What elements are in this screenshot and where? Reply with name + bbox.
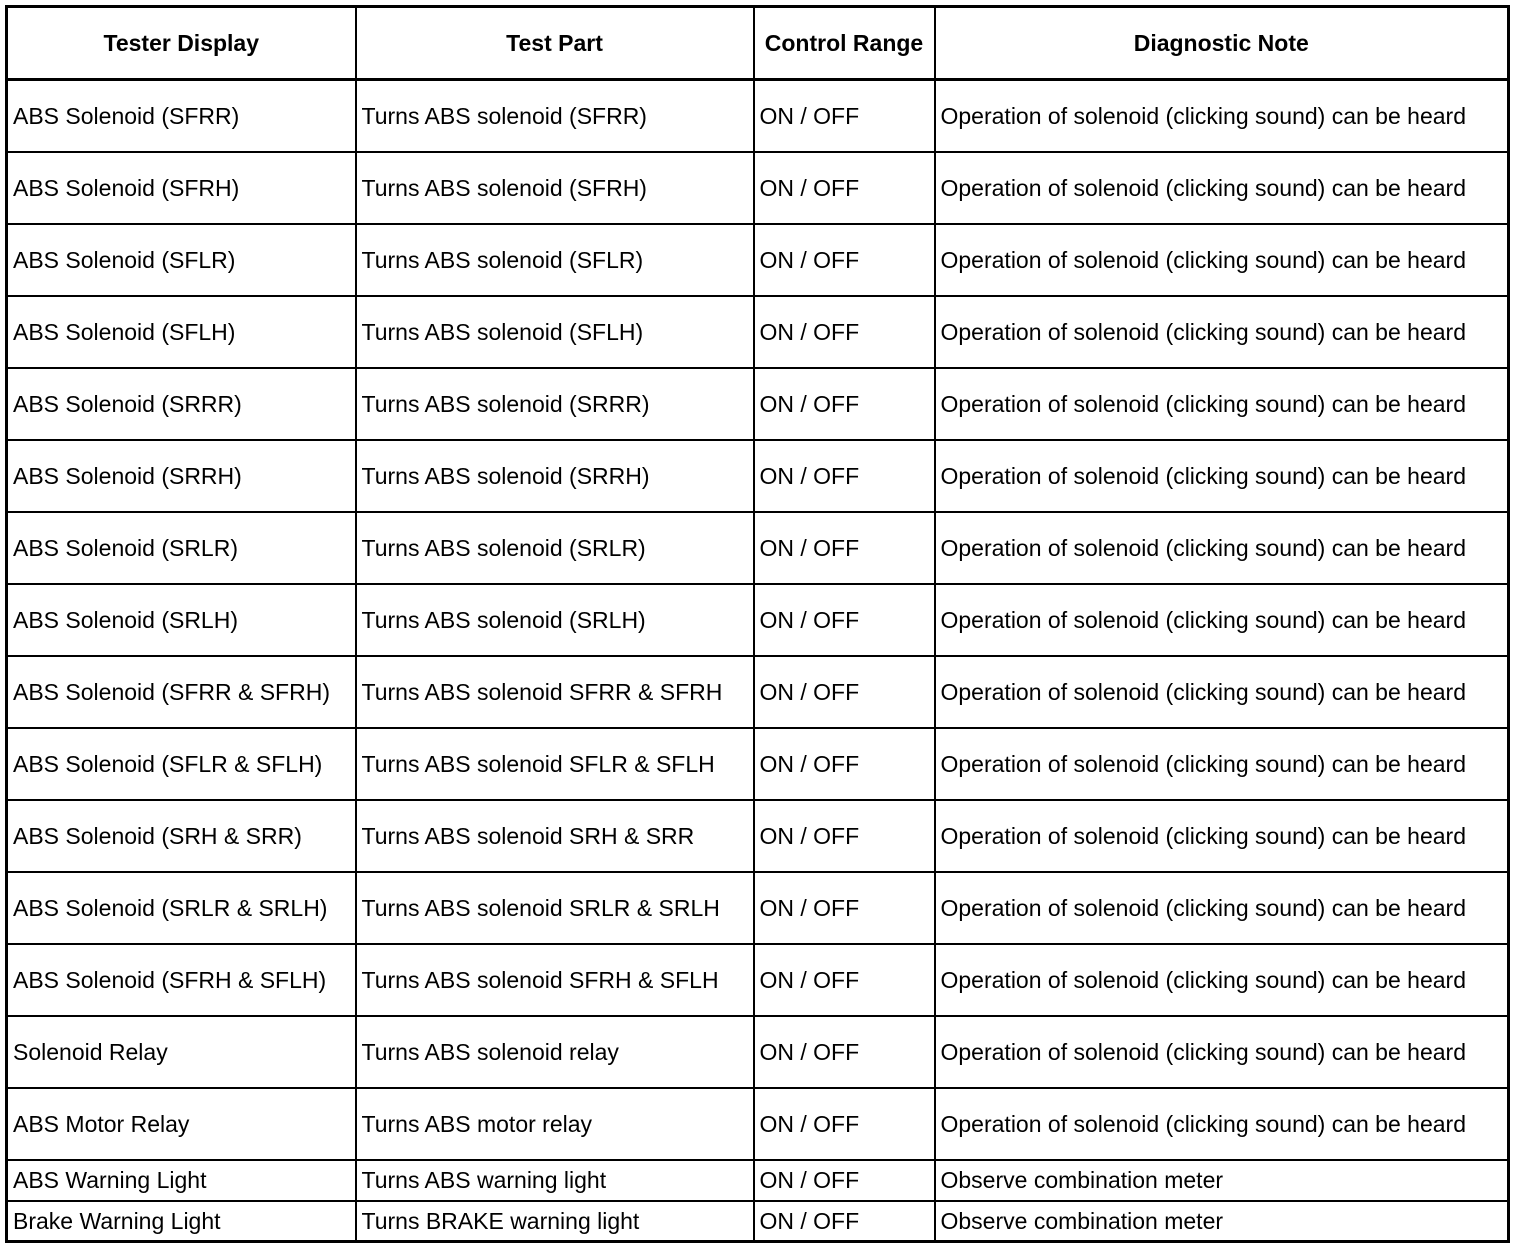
tester-display-cell: ABS Solenoid (SFRH) [7, 152, 356, 224]
control-range-cell: ON / OFF [754, 512, 935, 584]
control-range-cell: ON / OFF [754, 152, 935, 224]
table-row [7, 1088, 1509, 1160]
diagnostic-note-cell: Operation of solenoid (clicking sound) can be heard [935, 728, 1509, 800]
control-range-cell: ON / OFF [754, 1016, 935, 1088]
header-test-part: Test Part [356, 7, 754, 80]
active-test-table [5, 5, 1510, 1243]
diagnostic-note-cell: Operation of solenoid (clicking sound) can be heard [935, 800, 1509, 872]
test-part-cell: Turns ABS solenoid (SFLR) [356, 224, 754, 296]
diagnostic-note-cell: Operation of solenoid (clicking sound) can be heard [935, 656, 1509, 728]
table-row [7, 152, 1509, 224]
control-range-cell: ON / OFF [754, 224, 935, 296]
tester-display-cell: ABS Solenoid (SRLR) [7, 512, 356, 584]
control-range-cell: ON / OFF [754, 584, 935, 656]
tester-display-cell: Solenoid Relay [7, 1016, 356, 1088]
control-range-cell: ON / OFF [754, 944, 935, 1016]
diagnostic-note-cell: Operation of solenoid (clicking sound) can be heard [935, 1016, 1509, 1088]
diagnostic-note-cell: Operation of solenoid (clicking sound) can be heard [935, 152, 1509, 224]
test-part-cell: Turns ABS solenoid (SRLH) [356, 584, 754, 656]
diagnostic-note-cell: Operation of solenoid (clicking sound) can be heard [935, 296, 1509, 368]
table-row [7, 1201, 1509, 1242]
diagnostic-note-cell: Operation of solenoid (clicking sound) can be heard [935, 944, 1509, 1016]
tester-display-cell: ABS Solenoid (SFRR & SFRH) [7, 656, 356, 728]
test-part-cell: Turns ABS solenoid (SRRR) [356, 368, 754, 440]
control-range-cell: ON / OFF [754, 1160, 935, 1201]
test-part-cell: Turns ABS solenoid SFLR & SFLH [356, 728, 754, 800]
table-row [7, 368, 1509, 440]
control-range-cell: ON / OFF [754, 440, 935, 512]
test-part-cell: Turns ABS solenoid (SRLR) [356, 512, 754, 584]
diagnostic-note-cell: Observe combination meter [935, 1160, 1509, 1201]
tester-display-cell: ABS Motor Relay [7, 1088, 356, 1160]
test-part-cell: Turns ABS solenoid SFRH & SFLH [356, 944, 754, 1016]
control-range-cell: ON / OFF [754, 800, 935, 872]
diagnostic-note-cell: Operation of solenoid (clicking sound) can be heard [935, 80, 1509, 152]
control-range-cell: ON / OFF [754, 296, 935, 368]
test-part-cell: Turns ABS solenoid SRLR & SRLH [356, 872, 754, 944]
table-row [7, 872, 1509, 944]
control-range-cell: ON / OFF [754, 80, 935, 152]
table-row [7, 728, 1509, 800]
tester-display-cell: ABS Solenoid (SRH & SRR) [7, 800, 356, 872]
diagnostic-note-cell: Operation of solenoid (clicking sound) can be heard [935, 512, 1509, 584]
header-row [7, 7, 1509, 80]
table-row [7, 224, 1509, 296]
table-row [7, 1016, 1509, 1088]
tester-display-cell: ABS Solenoid (SFLR) [7, 224, 356, 296]
test-part-cell: Turns BRAKE warning light [356, 1201, 754, 1242]
table-row [7, 440, 1509, 512]
diagnostic-note-cell: Operation of solenoid (clicking sound) can be heard [935, 1088, 1509, 1160]
tester-display-cell: ABS Solenoid (SFLH) [7, 296, 356, 368]
header-control-range: Control Range [754, 7, 935, 80]
test-part-cell: Turns ABS solenoid SRH & SRR [356, 800, 754, 872]
table-row [7, 800, 1509, 872]
header-diagnostic-note: Diagnostic Note [935, 7, 1509, 80]
tester-display-cell: ABS Solenoid (SFRH & SFLH) [7, 944, 356, 1016]
tester-display-cell: ABS Solenoid (SRRR) [7, 368, 356, 440]
test-part-cell: Turns ABS solenoid relay [356, 1016, 754, 1088]
test-part-cell: Turns ABS motor relay [356, 1088, 754, 1160]
diagnostic-note-cell: Operation of solenoid (clicking sound) can be heard [935, 872, 1509, 944]
test-part-cell: Turns ABS solenoid (SFLH) [356, 296, 754, 368]
tester-display-cell: ABS Solenoid (SRLH) [7, 584, 356, 656]
control-range-cell: ON / OFF [754, 872, 935, 944]
tester-display-cell: ABS Solenoid (SFLR & SFLH) [7, 728, 356, 800]
header-tester-display: Tester Display [7, 7, 356, 80]
table-row [7, 1160, 1509, 1201]
test-part-cell: Turns ABS solenoid (SFRR) [356, 80, 754, 152]
test-part-cell: Turns ABS solenoid (SRRH) [356, 440, 754, 512]
diagnostic-note-cell: Operation of solenoid (clicking sound) can be heard [935, 224, 1509, 296]
diagnostic-note-cell: Operation of solenoid (clicking sound) can be heard [935, 584, 1509, 656]
diagnostic-note-cell: Operation of solenoid (clicking sound) can be heard [935, 440, 1509, 512]
diagnostic-note-cell: Observe combination meter [935, 1201, 1509, 1242]
control-range-cell: ON / OFF [754, 728, 935, 800]
table-row [7, 296, 1509, 368]
table-row [7, 80, 1509, 152]
test-part-cell: Turns ABS warning light [356, 1160, 754, 1201]
control-range-cell: ON / OFF [754, 1201, 935, 1242]
test-part-cell: Turns ABS solenoid SFRR & SFRH [356, 656, 754, 728]
control-range-cell: ON / OFF [754, 1088, 935, 1160]
tester-display-cell: Brake Warning Light [7, 1201, 356, 1242]
tester-display-cell: ABS Solenoid (SRLR & SRLH) [7, 872, 356, 944]
tester-display-cell: ABS Solenoid (SFRR) [7, 80, 356, 152]
diagnostic-note-cell: Operation of solenoid (clicking sound) can be heard [935, 368, 1509, 440]
table-row [7, 584, 1509, 656]
table-row [7, 512, 1509, 584]
test-part-cell: Turns ABS solenoid (SFRH) [356, 152, 754, 224]
table-row [7, 656, 1509, 728]
control-range-cell: ON / OFF [754, 368, 935, 440]
tester-display-cell: ABS Warning Light [7, 1160, 356, 1201]
control-range-cell: ON / OFF [754, 656, 935, 728]
table-row [7, 944, 1509, 1016]
tester-display-cell: ABS Solenoid (SRRH) [7, 440, 356, 512]
